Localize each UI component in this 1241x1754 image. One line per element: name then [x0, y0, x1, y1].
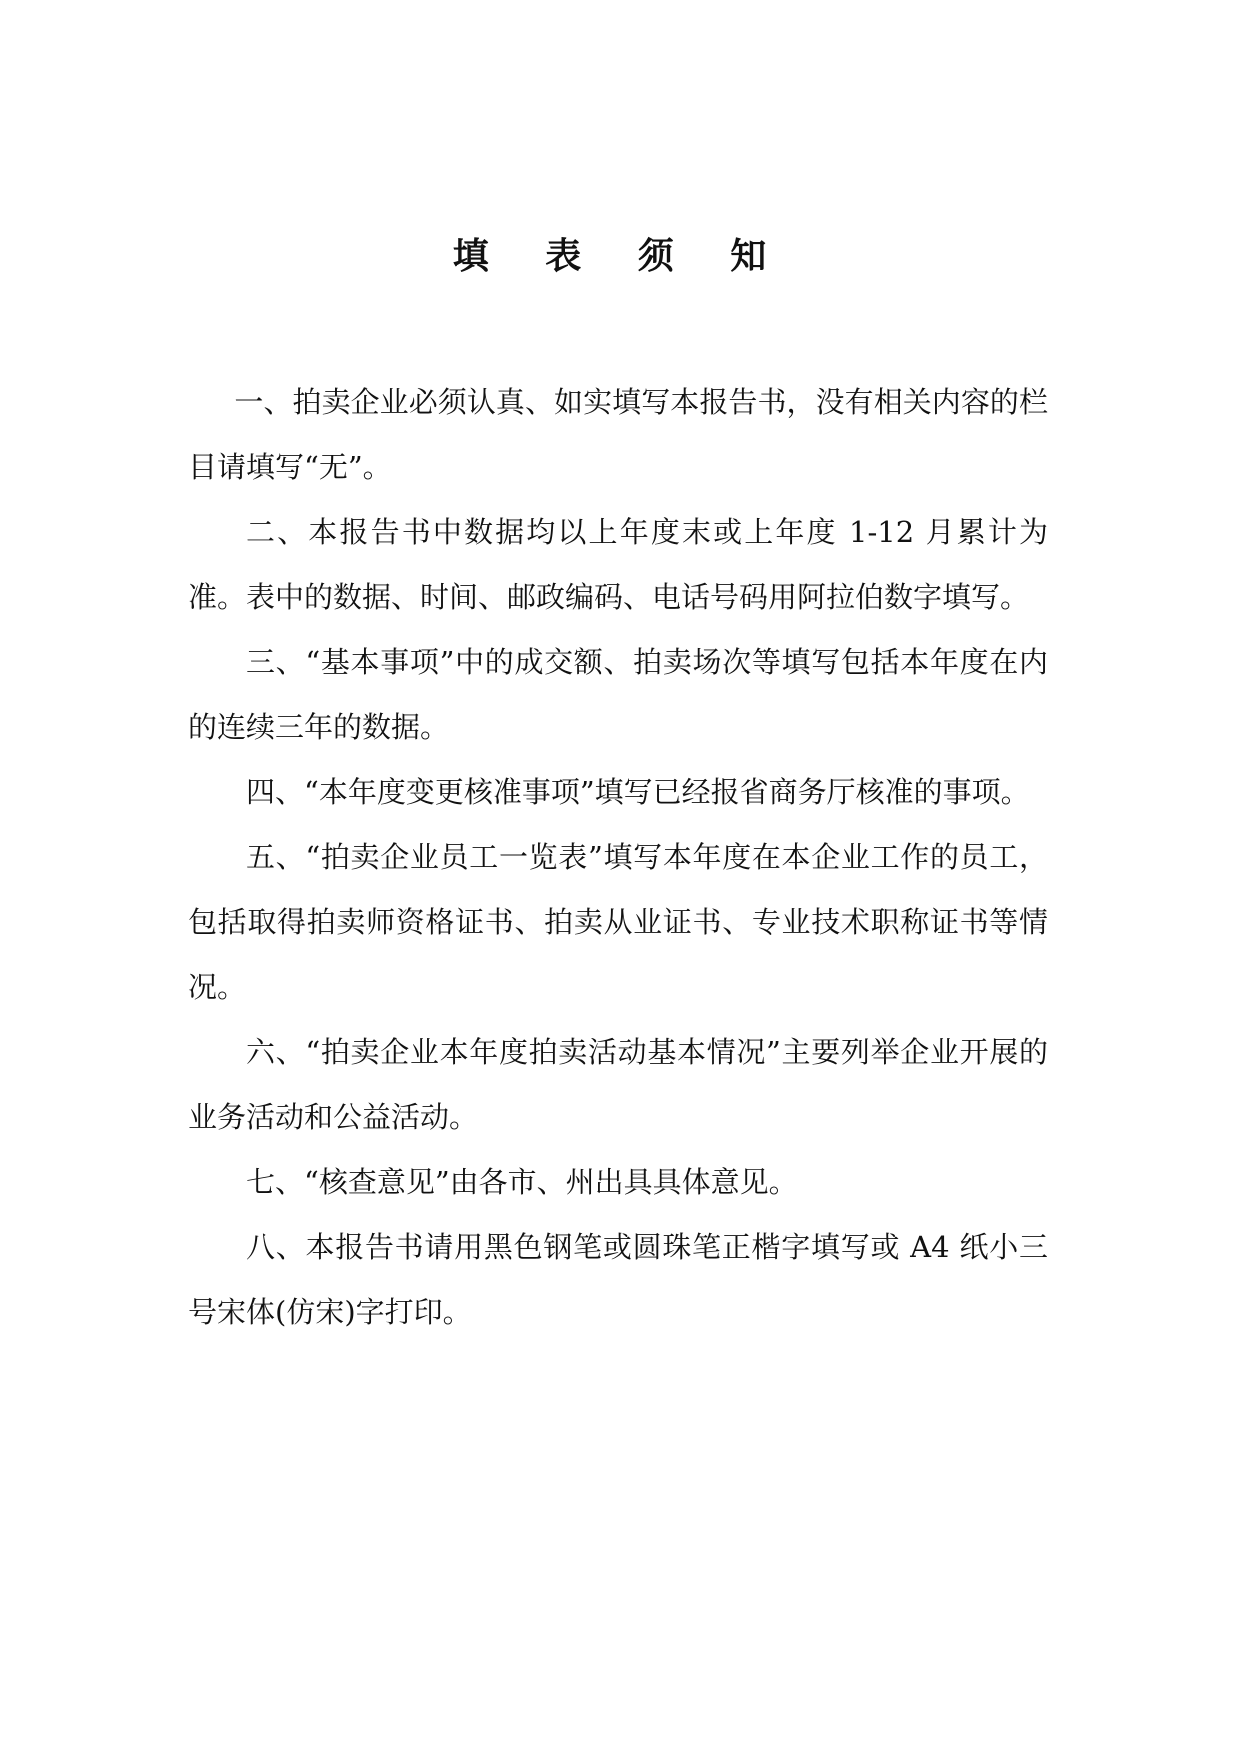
instruction-item-6: 六、“拍卖企业本年度拍卖活动基本情况”主要列举企业开展的业务活动和公益活动。	[188, 1035, 1048, 1134]
instructions-list	[188, 370, 1048, 1345]
page-title: 填 表 须 知	[452, 236, 789, 277]
instruction-item-1: 一、拍卖企业必须认真、如实填写本报告书，没有相关内容的栏目请填写“无”。	[188, 385, 1048, 484]
instruction-item-2: 二、本报告书中数据均以上年度末或上年度 1-12 月累计为准。表中的数据、时间、邮政编码、电话号码用阿拉伯数字填写。	[188, 515, 1048, 614]
instruction-item-5: 五、“拍卖企业员工一览表”填写本年度在本企业工作的员工，包括取得拍卖师资格证书、拍卖从业证书、专业技术职称证书等情况。	[188, 840, 1048, 1004]
instruction-item-7: 七、“核查意见”由各市、州出具具体意见。	[246, 1165, 798, 1199]
instruction-item-8: 八、本报告书请用黑色钢笔或圆珠笔正楷字填写或 A4 纸小三号宋体(仿宋)字打印。	[188, 1230, 1048, 1329]
instruction-item-4: 四、“本年度变更核准事项”填写已经报省商务厅核准的事项。	[246, 775, 1030, 809]
instruction-item-3: 三、“基本事项”中的成交额、拍卖场次等填写包括本年度在内的连续三年的数据。	[188, 645, 1048, 744]
